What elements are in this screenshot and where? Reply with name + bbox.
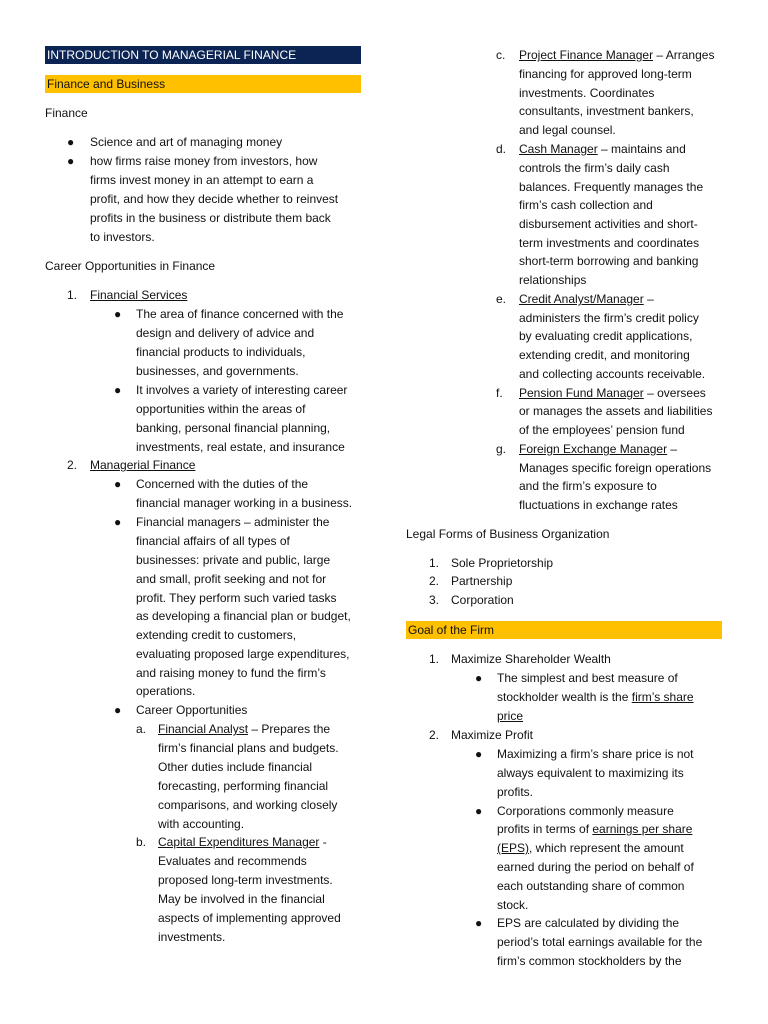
- text-line: balances. Frequently manages the: [519, 180, 704, 194]
- career-opportunities-subheading: Career Opportunities: [136, 703, 248, 717]
- text-line: forecasting, performing financial: [158, 779, 329, 793]
- text-line: -: [319, 835, 327, 849]
- bullet-icon: ●: [114, 703, 122, 717]
- list-letter: f.: [496, 386, 503, 400]
- text-line: Manages specific foreign operations: [519, 461, 712, 475]
- text-line: [497, 820, 692, 839]
- text-line: – maintains and: [597, 142, 686, 156]
- legal-form-item: Sole Proprietorship: [451, 556, 554, 570]
- goal-maximize-profit: Maximize Profit: [451, 728, 534, 742]
- bullet-icon: ●: [475, 804, 483, 818]
- text-line: with accounting.: [158, 817, 245, 831]
- text-line: businesses, and governments.: [136, 364, 299, 378]
- role-foreign-exchange-manager: [519, 440, 677, 459]
- heading-legal-forms: Legal Forms of Business Organization: [406, 527, 610, 541]
- bullet-icon: ●: [114, 307, 122, 321]
- text-line: Concerned with the duties of the: [136, 477, 309, 491]
- finance-bullet-2-line: firms invest money in an attempt to earn a: [90, 173, 314, 187]
- list-number: 2.: [429, 574, 440, 588]
- text-fragment: profits in terms of: [497, 822, 593, 836]
- role-title: Cash Manager: [519, 142, 598, 156]
- role-pension-fund-manager: [519, 384, 706, 403]
- term-earnings-per-share: earnings per share: [592, 822, 693, 836]
- list-number: 1.: [429, 652, 440, 666]
- bullet-icon: ●: [475, 916, 483, 930]
- text-line: financial affairs of all types of: [136, 534, 290, 548]
- list-letter: c.: [496, 48, 506, 62]
- bullet-icon: ●: [114, 515, 122, 529]
- text-line: Evaluates and recommends: [158, 854, 307, 868]
- text-line: opportunities within the areas of: [136, 402, 306, 416]
- text-line: fluctuations in exchange rates: [519, 498, 678, 512]
- text-line: businesses: private and public, large: [136, 553, 331, 567]
- text-line: extending credit to customers,: [136, 628, 297, 642]
- list-number: 2.: [67, 458, 78, 472]
- heading-finance: Finance: [45, 106, 88, 120]
- section-title: Goal of the Firm: [408, 623, 495, 637]
- role-cash-manager: [519, 140, 686, 159]
- text-line: investments.: [158, 930, 226, 944]
- text-line: and the firm’s exposure to: [519, 479, 657, 493]
- finance-bullet-2-line: how firms raise money from investors, how: [90, 154, 318, 168]
- text-line: earned during the period on behalf of: [497, 860, 694, 874]
- text-line: May be involved in the financial: [158, 892, 325, 906]
- text-line: controls the firm’s daily cash: [519, 161, 670, 175]
- heading-career-opportunities: Career Opportunities in Finance: [45, 259, 216, 273]
- text-line: banking, personal financial planning,: [136, 421, 331, 435]
- text-line: or manages the assets and liabilities: [519, 404, 713, 418]
- text-line: profit. They perform such varied tasks: [136, 591, 337, 605]
- text-line: The simplest and best measure of: [497, 671, 678, 685]
- text-line: –: [643, 292, 654, 306]
- text-line: firm’s financial plans and budgets.: [158, 741, 339, 755]
- section-bar-goal-of-firm: [406, 621, 722, 639]
- text-line: evaluating proposed large expenditures,: [136, 647, 350, 661]
- text-line: consultants, investment bankers,: [519, 104, 694, 118]
- text-line: [497, 688, 694, 707]
- role-capital-expenditures-manager: [158, 833, 327, 852]
- bullet-icon: ●: [67, 154, 75, 168]
- text-line: profits.: [497, 785, 534, 799]
- text-line: Other duties include financial: [158, 760, 313, 774]
- text-line: It involves a variety of interesting career: [136, 383, 348, 397]
- bullet-icon: ●: [114, 383, 122, 397]
- text-line: design and delivery of advice and: [136, 326, 315, 340]
- text-line: relationships: [519, 273, 587, 287]
- text-line: operations.: [136, 684, 196, 698]
- text-line: – Arranges: [653, 48, 715, 62]
- text-line: – Prepares the: [248, 722, 331, 736]
- text-line: investments, real estate, and insurance: [136, 440, 345, 454]
- finance-bullet-2-line: to investors.: [90, 230, 155, 244]
- text-line: each outstanding share of common: [497, 879, 685, 893]
- document-title: INTRODUCTION TO MANAGERIAL FINANCE: [47, 48, 297, 62]
- text-line: aspects of implementing approved: [158, 911, 341, 925]
- text-line: financial manager working in a business.: [136, 496, 353, 510]
- text-line: –: [667, 442, 678, 456]
- text-fragment: stockholder wealth is the: [497, 690, 632, 704]
- finance-bullet-1: Science and art of managing money: [90, 135, 283, 149]
- list-letter: g.: [496, 442, 507, 456]
- list-number: 1.: [429, 556, 440, 570]
- text-line: firm’s cash collection and: [519, 198, 653, 212]
- legal-form-item: Corporation: [451, 593, 514, 607]
- list-number: 1.: [67, 288, 78, 302]
- item-financial-services: Financial Services: [90, 288, 188, 302]
- bullet-icon: ●: [475, 747, 483, 761]
- text-line: and collecting accounts receivable.: [519, 367, 706, 381]
- section-title: Finance and Business: [47, 77, 166, 91]
- text-line: Maximizing a firm’s share price is not: [497, 747, 694, 761]
- list-number: 3.: [429, 593, 440, 607]
- text-line: investments. Coordinates: [519, 86, 655, 100]
- document-title-bar: [45, 46, 361, 64]
- text-line: – oversees: [643, 386, 706, 400]
- text-line: short-term borrowing and banking: [519, 254, 699, 268]
- role-title: Pension Fund Manager: [519, 386, 644, 400]
- text-line: firm’s common stockholders by the: [497, 954, 682, 968]
- text-line: of the employees’ pension fund: [519, 423, 685, 437]
- text-line: disbursement activities and short-: [519, 217, 698, 231]
- legal-form-item: Partnership: [451, 574, 513, 588]
- text-line: by evaluating credit applications,: [519, 329, 693, 343]
- role-credit-analyst-manager: [519, 290, 654, 309]
- term-firms-share-price: firm’s share: [631, 690, 694, 704]
- text-line: Corporations commonly measure: [497, 804, 674, 818]
- text-line: as developing a financial plan or budget,: [136, 609, 351, 623]
- term-price: price: [497, 709, 524, 723]
- goal-maximize-shareholder-wealth: Maximize Shareholder Wealth: [451, 652, 611, 666]
- bullet-icon: ●: [475, 671, 483, 685]
- list-letter: a.: [136, 722, 147, 736]
- text-line: and raising money to fund the firm’s: [136, 666, 326, 680]
- role-financial-analyst: [158, 720, 330, 739]
- text-line: EPS are calculated by dividing the: [497, 916, 680, 930]
- bullet-icon: ●: [114, 477, 122, 491]
- text-line: and small, profit seeking and not for: [136, 572, 327, 586]
- role-project-finance-manager: [519, 46, 714, 65]
- finance-bullet-2-line: profit, and how they decide whether to reinvest: [90, 192, 339, 206]
- text-line: always equivalent to maximizing its: [497, 766, 684, 780]
- text-line: and legal counsel.: [519, 123, 616, 137]
- text-line: administers the firm’s credit policy: [519, 311, 699, 325]
- list-letter: d.: [496, 142, 507, 156]
- section-bar-finance-business: [45, 75, 361, 93]
- item-managerial-finance: Managerial Finance: [90, 458, 196, 472]
- list-letter: b.: [136, 835, 147, 849]
- text-line: term investments and coordinates: [519, 236, 700, 250]
- text-line: proposed long-term investments.: [158, 873, 333, 887]
- bullet-icon: ●: [67, 135, 75, 149]
- list-number: 2.: [429, 728, 440, 742]
- text-line: stock.: [497, 898, 529, 912]
- role-title: Project Finance Manager: [519, 48, 654, 62]
- text-fragment: , which represent the amount: [529, 841, 684, 855]
- role-title: Credit Analyst/Manager: [519, 292, 644, 306]
- text-line: Financial managers – administer the: [136, 515, 330, 529]
- list-letter: e.: [496, 292, 507, 306]
- text-line: comparisons, and working closely: [158, 798, 338, 812]
- term-eps: (EPS): [497, 841, 530, 855]
- role-title: Financial Analyst: [158, 722, 249, 736]
- text-line: financing for approved long-term: [519, 67, 692, 81]
- text-line: The area of finance concerned with the: [136, 307, 344, 321]
- finance-bullet-2-line: profits in the business or distribute them back: [90, 211, 331, 225]
- text-line: extending credit, and monitoring: [519, 348, 690, 362]
- text-line: [497, 839, 684, 858]
- role-title: Foreign Exchange Manager: [519, 442, 668, 456]
- text-line: financial products to individuals,: [136, 345, 306, 359]
- role-title: Capital Expenditures Manager: [158, 835, 320, 849]
- text-line: period’s total earnings available for the: [497, 935, 703, 949]
